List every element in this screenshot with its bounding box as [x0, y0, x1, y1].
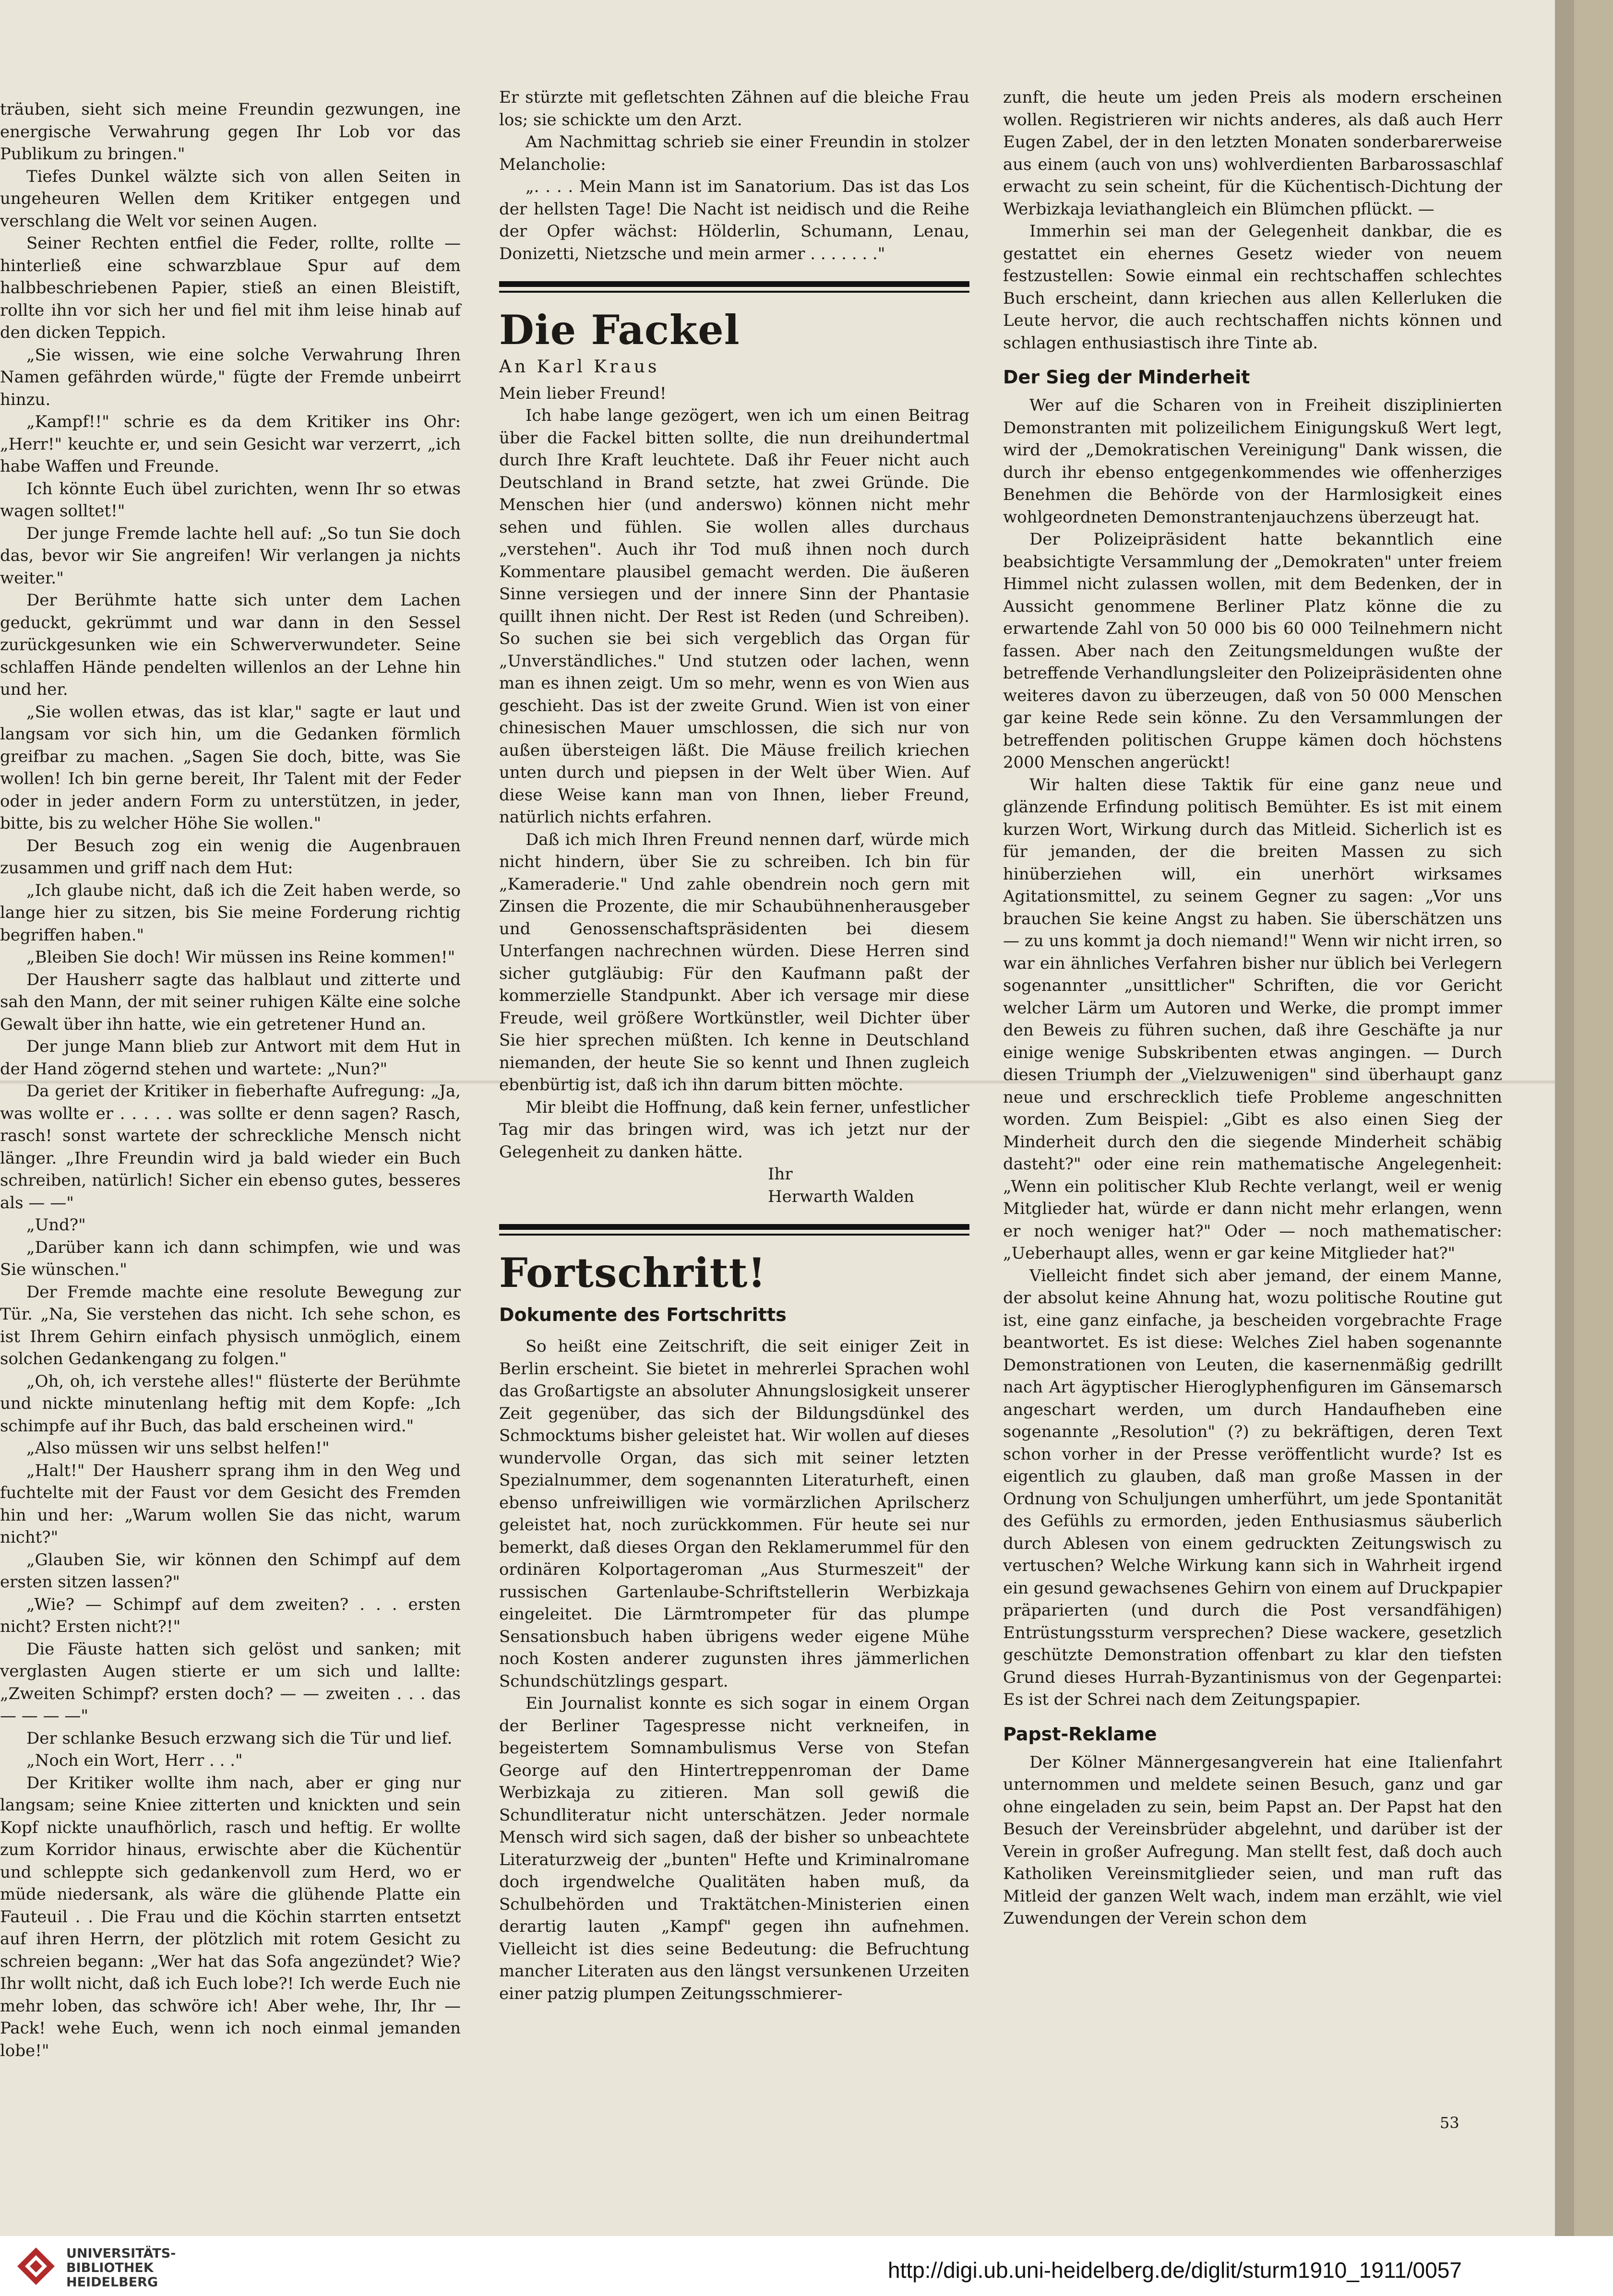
section-rule-thick-2 [499, 1224, 969, 1230]
section-rule-thick [499, 281, 969, 287]
column-right [1003, 86, 1502, 1930]
paragraph: Der Besuch zog ein wenig die Augenbrauen zusammen und griff nach dem Hut: [0, 836, 461, 878]
paragraph: Seiner Rechten entfiel die Feder, rollte, rollte — hinterließ eine schwarzblaue Spur auf dem halbbeschriebenen Papier, stieß an einen Bleistift, rollte ihn vor sich her und fiel mit ihm leise hinab auf den dicken Teppich. [0, 234, 461, 342]
paragraph: zunft, die heute um jeden Preis als modern erscheinen wollen. Registrieren wir nichts anderes, als daß auch Herr Eugen Zabel, der in den letzten Monaten sonderbarerweise aus einem (auch von uns) wohlverdienten Barbarossaschlaf erwacht zu sein scheint, für die Küchentisch-Dichtung der Werbizkaja leviathangleich ein Blümchen pflückt. — [1003, 88, 1502, 219]
paragraph: So heißt eine Zeitschrift, die seit einiger Zeit in Berlin erscheint. Sie bietet in mehrerlei Sprachen wohl das Großartigste an absoluter Ahnungslosigkeit unserer Zeit gegenüber, das sich der Bildungsdünkel des Schmocktums bisher geleistet hat. Wir wollen auf dieses wundervolle Organ, das sich mit seiner letzten Spezialnummer, dem sogenannten Literaturheft, einen ebenso unfreiwilligen wie vormärzlichen Aprilscherz geleistet hat, noch zurückkommen. Für heute sei nur bemerkt, daß dieses Organ den Reklamerummel für den ordinären Kolportageroman „Aus Sturmeszeit" der russischen Gartenlaube-Schriftstellerin Werbizkaja eingeleitet. Die Lärmtrompeter für das plumpe Sensationsbuch haben übrigens weder eigene Mühe noch Kosten anderer zugunsten ihres jämmerlichen Schundschützlings gespart. [499, 1337, 969, 1691]
fortschritt-continuation [1003, 86, 1502, 354]
paragraph: „Darüber kann ich dann schimpfen, wie und was Sie wünschen." [0, 1237, 461, 1279]
papst-body [1003, 1751, 1502, 1930]
paragraph: Der schlanke Besuch erzwang sich die Tür und lief. [26, 1728, 453, 1748]
paragraph: Die Fäuste hatten sich gelöst und sanken; mit verglasten Augen stierte er um sich und lallte: „Zweiten Schimpf? ersten doch? — — zweiten . . . das — — — —" [0, 1639, 461, 1725]
paragraph: Er stürzte mit gefletschten Zähnen auf die bleiche Frau los; sie schickte um den Arzt. [499, 88, 969, 130]
paragraph: „Glauben Sie, wir können den Schimpf auf dem ersten sitzen lassen?" [0, 1550, 461, 1592]
section-title-papst: Papst-Reklame [1003, 1723, 1157, 1745]
paragraph: „Und?" [26, 1215, 86, 1235]
paragraph: „Oh, oh, ich verstehe alles!" flüsterte der Berühmte und nickte minutenlang heftig mit dem Kopfe: „Ich schimpfe auf ihr Buch, das bald erscheinen wird." [0, 1371, 461, 1436]
paragraph: „Halt!" Der Hausherr sprang ihm in den Weg und fuchtelte mit der Faust vor dem Gesicht des Fremden hin und her: „Warum wollen Sie das nicht, warum nicht?" [0, 1461, 461, 1547]
page-number: 53 [1440, 2114, 1459, 2132]
paragraph: Tiefes Dunkel wälzte sich von allen Seiten in ungeheuren Wellen dem Kritiker entgegen und verschlang die Welt vor seinen Augen. [0, 167, 461, 231]
paragraph: „Bleiben Sie doch! Wir müssen ins Reine kommen!" [26, 948, 455, 967]
article-subtitle-fackel: An Karl Kraus [499, 357, 660, 377]
column-middle [499, 86, 969, 2005]
fortschritt-body [499, 1335, 969, 2005]
page-edge-strip [1555, 0, 1613, 2296]
article-title-fackel: Die Fackel [499, 306, 740, 354]
library-logo-icon [14, 2245, 58, 2288]
salutation: Mein lieber Freund! [499, 383, 667, 403]
closing: Ihr [768, 1165, 793, 1184]
paragraph: Der Polizeipräsident hatte bekanntlich eine beabsichtigte Versammlung der „Demokraten" unter freiem Himmel nicht zulassen wollen, mit dem Bedenken, der in Aussicht genommene Berliner Platz könne die zu erwartende Zahl von 50 000 bis 60 000 Teilnehmern nicht fassen. Aber nach den Zeitungsmeldungen wußte der betreffende Verhandlungsleiter den Polizeipräsidenten ohne weiteres davon zu überzeugen, daß von 50 000 Menschen gar keine Rede sein könne. Zu den Versammlungen der betreffenden politischen Gruppe kämen doch höchstens 2000 Menschen angerückt! [1003, 530, 1502, 772]
paragraph: Der Kölner Männergesangverein hat eine Italienfahrt unternommen und meldete seinen Besuch, ganz und gar ohne eingeladen zu sein, beim Papst an. Der Papst hat den Besuch der Vereinsbrüder abgelehnt, und darüber ist der Verein in großer Aufregung. Man stellt fest, daß doch auch Katholiken Vereinsmitglieder seien, und man ruft das Mitleid der ganzen Welt wach, indem man erzählt, wie viel Zuwendungen der Verein schon dem [1003, 1752, 1502, 1928]
paragraph: Der Berühmte hatte sich unter dem Lachen geduckt, gekrümmt und war dann in den Sessel zurückgesunken wie ein Schwerverwundeter. Seine schlaffen Hände pendelten willenlos an der Lehne hin und her. [0, 591, 461, 699]
paragraph: Wir halten diese Taktik für eine ganz neue und glänzende Erfindung politisch Bemühter. Es ist mit einem kurzen Wort, Wirkung durch das Mitleid. Sicherlich ist es für jemanden, der die breiten Massen zu sich hinüberziehen will, ein unerhört wirksames Agitationsmittel, zu seinem Gegner zu sagen: „Vor uns brauchen Sie keine Angst zu haben. Sie überschätzen uns — zu uns kommt ja doch niemand!" Wenn wir nicht irren, so war ein ähnliches Verfahren bisher nur üblich bei Verlegern sogenannter „unsittlicher" Schriften, die vor Gericht welcher Lärm um Autoren und Werke, die prompt immer den Beweis zu führen suchen, daß ihre Geschäfte ja nur einige wenige Subskribenten etwas angingen. — Durch diesen Triumph der „Vielzuwenigen" sind überhaupt ganz neue und erschrecklich tiefe Probleme angeschnitten worden. Zum Beispiel: „Gibt es also einen Sieg der Minderheit durch den die siegende Minderheit schäbig dasteht?" oder eine rein mathematische Angelegenheit: „Wenn ein politischer Klub Rechte verlangt, weil er wenig Mitglieder hat, würde er dann nicht mehr erlangen, wenn er noch weniger hat?" Oder — noch mathematischer: „Ueberhaupt alles, wenn er gar keine Mitglieder hat?" [1003, 775, 1502, 1263]
paragraph: Der Kritiker wollte ihm nach, aber er ging nur langsam; seine Kniee zitterten und knickten und sein Kopf nickte unaufhörlich, rasch und heftig. Er wollte zum Korridor hinaus, erwischte aber die Küchentür und schleppte sich gedankenvoll zum Herd, wo er müde niedersank, als wäre die glühende Platte ein Fauteuil . . Die Frau und die Köchin starrten entsetzt auf ihren Herrn, der plötzlich mit rotem Gesicht zu schreien begann: „Wer hat das Sofa angezündet? Wie? Ihr wollt nicht, daß ich Euch lobe?! Ich werde Euch nie mehr loben, das schwöre ich! Aber wehe, Ihr, Ihr — Pack! wehe Euch, wenn ich noch einmal jemanden lobe!" [0, 1773, 461, 2060]
paragraph: „Ich glaube nicht, daß ich die Zeit haben werde, so lange hier zu sitzen, bis Sie meine Forderung richtig begriffen haben." [0, 880, 461, 945]
article-title-fortschritt: Fortschritt! [499, 1249, 766, 1297]
paragraph: Vielleicht findet sich aber jemand, der einem Manne, der absolut keine Ahnung hat, wozu politische Routine gut ist, eine ganz einfache, ja bescheiden vorgebrachte Frage beantwortet. Es ist diese: Welches Ziel haben sogenannte Demonstrationen von Leuten, die kasernenmäßig gedrillt nach Art ägyptischer Hieroglyphenfiguren im Gänsemarsch angeschart werden, um durch Handaufheben eine sogenannte „Resolution" (?) zu bekräftigen, deren Text schon vorher in der Presse veröffentlicht wurde? Ist es eigentlich zu glauben, daß man große Massen in der Ordnung von Schuljungen umherführt, um jede Spontanität des Gefühls zu ermorden, jeden Enthusiasmus säuberlich durch Ablesen von einem gedruckten Zeitungswisch zu vertuschen? Welche Wirkung kann sich in Wahrheit irgend ein gesund gewachsenes Gehirn von einem auf Druckpapier präparierten (und durch die Post versandfähigen) Entrüstungssturm versprechen? Diese wackere, gesetzlich geschützte Demonstration offenbart zu klar den tiefsten Grund dieses Hurrah-Byzantinismus von der Gegenpartei: Es ist der Schrei nach dem Zeitungspapier. [1003, 1266, 1502, 1709]
paragraph: „Wie? — Schimpf auf dem zweiten? . . . ersten nicht? Ersten nicht?!" [0, 1594, 461, 1636]
paragraph: Am Nachmittag schrieb sie einer Freundin in stolzer Melancholie: [499, 132, 969, 174]
sieg-body [1003, 394, 1502, 1711]
paragraph: Daß ich mich Ihren Freund nennen darf, würde mich nicht hindern, über Sie zu schreiben. Ich bin für „Kameraderie." Und zahle obendrein noch gern mit Zinsen die Prozente, die mir Schaubühnenherausgeber und Genossenschaftspräsidenten bei diesem Unterfangen nachrechnen würden. Diese Herren sind sicher gutgläubig: Für den Kaufmann paßt der kommerzielle Standpunkt. Aber ich versage mir diese Freude, weil größere Wortkünstler, weil Dichter über Sie hier sprechen müßten. Ich kenne in Deutschland niemanden, der heute Sie so kennt und Ihnen zugleich ebenbürtig ist, daß ich ihn darum bitten möchte. [499, 830, 969, 1094]
paragraph: Ein Journalist konnte es sich sogar in einem Organ der Berliner Tagespresse nicht verkneifen, in begeistertem Somnambulismus Verse von Stefan George auf den Hintertreppenroman der Dame Werbizkaja zu zitieren. Man soll gewiß die Schundliteratur nicht unterschätzen. Jeder normale Mensch wird sich sagen, daß der bisher so unbeachtete Literaturzweig der „bunten" Hefte und Kriminalromane doch irgendwelche Qualitäten haben muß, da Schulbehörden und Traktätchen-Ministerien einen derartig lauten „Kampf" gegen ihn aufnehmen. Vielleicht ist dies seine Bedeutung: die Befruchtung mancher Literaten aus den längst versunkenen Urzeiten einer patzig plumpen Zeitungsschmierer- [499, 1694, 969, 2003]
paragraph: Der Fremde machte eine resolute Bewegung zur Tür. „Na, Sie verstehen das nicht. Ich sehe schon, es ist Ihrem Gehirn einfach physisch unmöglich, einem solchen Gedankengang zu folgen." [0, 1282, 461, 1368]
paragraph: „Noch ein Wort, Herr . . ." [26, 1751, 243, 1770]
section-rule-thin-2 [499, 1234, 969, 1236]
signature: Herwarth Walden [768, 1187, 914, 1206]
source-url-link[interactable]: http://digi.ub.uni-heidelberg.de/diglit/sturm1910_1911/0057 [888, 2258, 1462, 2283]
library-name: UNIVERSITÄTS- BIBLIOTHEK HEIDELBERG [66, 2246, 176, 2290]
article-subtitle-fortschritt: Dokumente des Fortschritts [499, 1304, 787, 1325]
section-rule-thin [499, 291, 969, 293]
paragraph: „Sie wollen etwas, das ist klar," sagte er laut und langsam vor sich hin, um die Gedanken förmlich greifbar zu machen. „Sagen Sie doch, bitte, was Sie wollen! Ich bin gerne bereit, Ihr Talent mit der Feder oder in jeder andern Form zu unterstützen, in jeder, bitte, bis zu welcher Höhe Sie wollen." [0, 702, 461, 833]
paragraph: Der junge Fremde lachte hell auf: „So tun Sie doch das, bevor wir Sie angreifen! Wir verlangen ja nichts weiter." [0, 523, 461, 588]
fackel-body [499, 404, 969, 1163]
paragraph: Mir bleibt die Hoffnung, daß kein ferner, unfestlicher Tag mir das bringen wird, was ich jetzt nur der Gelegenheit zu danken hätte. [499, 1097, 969, 1162]
paragraph: träuben, sieht sich meine Freundin gezwungen, ine energische Verwahrung gegen Ihr Lob vor das Publikum zu bringen." [0, 100, 461, 164]
paragraph: Der junge Mann blieb zur Antwort mit dem Hut in der Hand zögernd stehen und wartete: „Nun?" [0, 1037, 461, 1079]
story-continuation [499, 86, 969, 265]
column-left [0, 98, 461, 2062]
paragraph: „Sie wissen, wie eine solche Verwahrung Ihren Namen gefährden würde," fügte der Fremde unbeirrt hinzu. [0, 345, 461, 409]
paragraph: Immerhin sei man der Gelegenheit dankbar, die es gestattet ein ehernes Gesetz wieder von neuem festzustellen: Sowie einmal ein rechtschaffen schlechtes Buch erscheint, dann kriechen aus allen Kellerluken die Leute hervor, die auch rechtschaffen nichts können und schlagen enthusiastisch ihre Tinte ab. [1003, 222, 1502, 353]
paragraph: Der Hausherr sagte das halblaut und zitterte und sah den Mann, der mit seiner ruhigen Kälte eine solche Gewalt über ihn hatte, wie ein getretener Hund an. [0, 970, 461, 1034]
paragraph: „Also müssen wir uns selbst helfen!" [26, 1439, 330, 1458]
section-title-sieg: Der Sieg der Minderheit [1003, 367, 1250, 388]
paragraph: Wer auf die Scharen von in Freiheit disziplinierten Demonstranten mit polizeilichem Einigungskuß Wert legt, wird der „Demokratischen Vereinigung" Dank wissen, die durch ihr ebenso entgegenkommendes wie offenherziges Benehmen die Behörde von der Harmlosigkeit eines wohlgeordneten Demonstrantenjauchzens überzeugt hat. [1003, 396, 1502, 527]
library-footer [0, 2236, 1613, 2296]
paragraph: Ich habe lange gezögert, wen ich um einen Beitrag über die Fackel bitten sollte, die nun dreihundertmal durch Ihre Kraft leuchtete. Daß ihr Feuer nicht auch Deutschland in Brand setzte, hat zwei Gründe. Die Menschen hier (und anderswo) können nicht mehr sehen und fühlen. Sie wollen alles durchaus „verstehen". Auch ihr Tod muß ihnen noch durch Kommentare plausibel gemacht werden. Die äußeren Sinne versiegen und der innere Sinn der Phantasie quillt ihnen nicht. Der Rest ist Reden (und Schreiben). So suchen sie bei sich vergeblich das Organ für „Unverständliches." Und stutzen oder lachen, wenn man es ihnen zeigt. Um so mehr, wenn es von Wien aus geschieht. Das ist der zweite Grund. Wien ist von einer chinesischen Mauer umschlossen, die sich nur von außen übersteigen läßt. Die Mäuse freilich kriechen unten durch und piepsen in der Welt über Wien. Auf diese Weise kann man von Ihnen, lieber Freund, natürlich nichts erfahren. [499, 406, 969, 827]
paragraph: „Kampf!!" schrie es da dem Kritiker ins Ohr: „Herr!" keuchte er, und sein Gesicht war verzerrt, „ich habe Waffen und Freunde. [0, 412, 461, 476]
paragraph: „. . . . Mein Mann ist im Sanatorium. Das ist das Los der hellsten Tage! Die Nacht ist neidisch und die Reihe der Opfer wächst: Hölderlin, Schumann, Lenau, Donizetti, Nietzsche und mein armer . . . . . . ." [499, 177, 969, 263]
paragraph: Da geriet der Kritiker in fieberhafte Aufregung: „Ja, was wollte er . . . . . was sollte er denn sagen? Rasch, rasch! sonst wartete der schreckliche Mensch nicht länger. „Ihre Freundin wird ja bald wieder ein Buch schreiben, natürlich! Sicher ein ebenso gutes, besseres als — —" [0, 1082, 461, 1213]
paragraph: Ich könnte Euch übel zurichten, wenn Ihr so etwas wagen solltet!" [0, 479, 461, 521]
